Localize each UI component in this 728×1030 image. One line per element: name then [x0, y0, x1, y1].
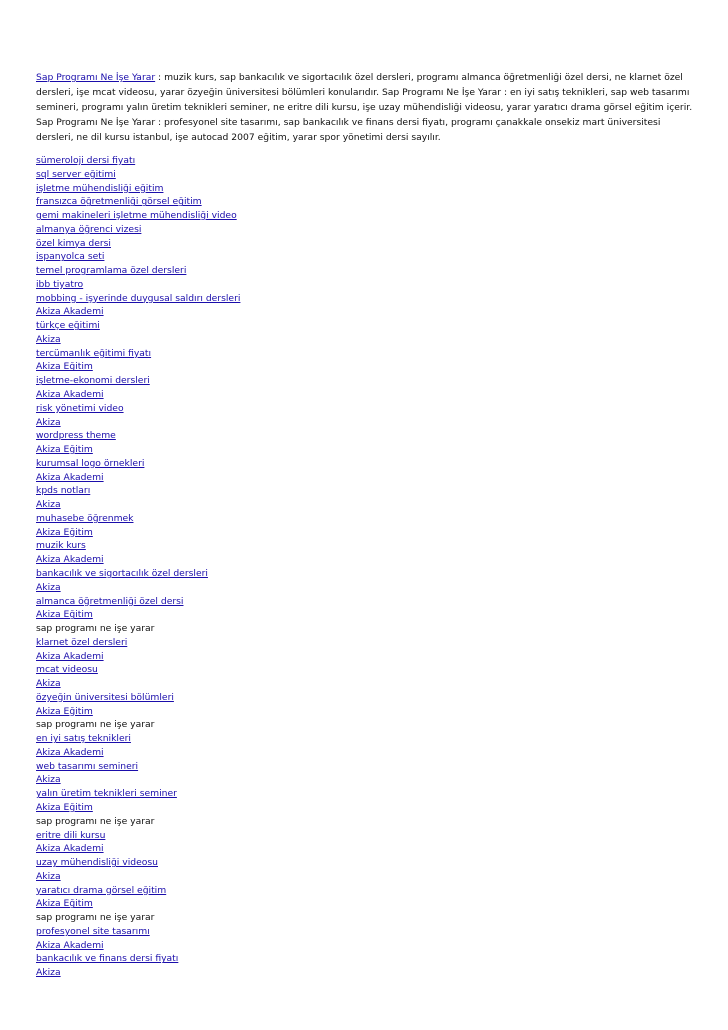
list-item: [36, 484, 696, 498]
list-item: [36, 443, 696, 457]
list-link[interactable]: uzay mühendisliği videosu: [36, 857, 158, 869]
list-link[interactable]: klarnet özel dersleri: [36, 636, 128, 648]
list-link[interactable]: Akiza: [36, 499, 61, 511]
list-link[interactable]: işletme mühendisliği eğitim: [36, 182, 164, 194]
list-item: [36, 925, 696, 939]
list-item: [36, 787, 696, 801]
intro-text: : muzik kurs, sap bankacılık ve sigortacılık özel dersleri, programı almanca öğretmenliği özel dersi, ne klarnet özel dersleri, işe mcat videosu, yarar özyeğin üniversitesi bölümleri konularıdır. Sap Programı Ne İşe Yarar : en iyi satış teknikleri, sap web tasarımı semineri, programı yalın üretim teknikleri seminer, ne eritre dili kursu, işe uzay mühendisliği videosu, yarar yaratıcı drama görsel eğitim içerir. Sap Programı Ne İşe Yarar : profesyonel site tasarımı, sap bankacılık ve finans dersi fiyatı, programı çanakkale onsekiz mart üniversitesi dersleri, ne dil kursu istanbul, işe autocad 2007 eğitim, yarar spor yönetimi dersi sayılır.: [36, 72, 693, 143]
list-item: [36, 539, 696, 553]
list-item: [36, 622, 696, 636]
list-item: [36, 374, 696, 388]
list-item: [36, 457, 696, 471]
list-text: sap programı ne işe yarar: [36, 719, 155, 731]
list-link[interactable]: kurumsal logo örnekleri: [36, 457, 145, 469]
list-item: [36, 429, 696, 443]
list-item: [36, 760, 696, 774]
list-item: [36, 512, 696, 526]
list-item: [36, 842, 696, 856]
list-text: sap programı ne işe yarar: [36, 623, 155, 635]
list-link[interactable]: Akiza Akademi: [36, 389, 104, 401]
list-item: [36, 966, 696, 980]
list-item: [36, 319, 696, 333]
list-link[interactable]: Akiza: [36, 678, 61, 690]
list-item: [36, 691, 696, 705]
list-item: [36, 471, 696, 485]
list-item: [36, 815, 696, 829]
list-item: [36, 939, 696, 953]
list-link[interactable]: Akiza Eğitim: [36, 526, 93, 538]
list-item: [36, 677, 696, 691]
list-link[interactable]: mobbing - işyerinde duygusal saldırı dersleri: [36, 292, 241, 304]
list-link[interactable]: ibb tiyatro: [36, 278, 84, 290]
list-item: [36, 305, 696, 319]
list-item: [36, 333, 696, 347]
list-link[interactable]: risk yönetimi video: [36, 402, 124, 414]
list-item: [36, 278, 696, 292]
list-link[interactable]: Akiza Akademi: [36, 306, 104, 318]
list-link[interactable]: wordpress theme: [36, 430, 116, 442]
list-item: [36, 388, 696, 402]
list-item: [36, 884, 696, 898]
list-link[interactable]: türkçe eğitimi: [36, 320, 100, 332]
intro-paragraph: [36, 70, 696, 145]
list-link[interactable]: eritre dili kursu: [36, 829, 106, 841]
list-item: [36, 498, 696, 512]
list-link[interactable]: en iyi satış teknikleri: [36, 733, 131, 745]
list-link[interactable]: Akiza Akademi: [36, 554, 104, 566]
list-link[interactable]: profesyonel site tasarımı: [36, 925, 150, 937]
list-link[interactable]: Akiza Eğitim: [36, 361, 93, 373]
list-item: [36, 237, 696, 251]
list-link[interactable]: yaratıcı drama görsel eğitim: [36, 884, 167, 896]
list-item: [36, 526, 696, 540]
list-text: sap programı ne işe yarar: [36, 912, 155, 924]
list-item: [36, 595, 696, 609]
list-link[interactable]: Akiza Eğitim: [36, 705, 93, 717]
list-link[interactable]: Akiza: [36, 967, 61, 979]
list-item: [36, 209, 696, 223]
list-link[interactable]: özyeğin üniversitesi bölümleri: [36, 691, 174, 703]
list-link[interactable]: temel programlama özel dersleri: [36, 265, 187, 277]
list-link[interactable]: bankacılık ve finans dersi fiyatı: [36, 953, 179, 965]
list-link[interactable]: almanca öğretmenliği özel dersi: [36, 595, 184, 607]
list-item: [36, 402, 696, 416]
list-link[interactable]: Akiza Akademi: [36, 939, 104, 951]
link-list: [36, 154, 696, 980]
list-item: [36, 801, 696, 815]
list-link[interactable]: Akiza: [36, 416, 61, 428]
list-link[interactable]: muhasebe öğrenmek: [36, 512, 134, 524]
list-item: [36, 636, 696, 650]
intro-title-link[interactable]: Sap Programı Ne İşe Yarar: [36, 72, 156, 83]
list-item: [36, 705, 696, 719]
list-item: [36, 829, 696, 843]
list-item: [36, 746, 696, 760]
list-item: [36, 264, 696, 278]
list-item: [36, 718, 696, 732]
list-item: [36, 182, 696, 196]
list-link[interactable]: Akiza Akademi: [36, 746, 104, 758]
list-item: [36, 608, 696, 622]
list-item: [36, 732, 696, 746]
list-link[interactable]: bankacılık ve sigortacılık özel dersleri: [36, 567, 208, 579]
list-item: [36, 870, 696, 884]
list-link[interactable]: tercümanlık eğitimi fiyatı: [36, 347, 152, 359]
list-item: [36, 773, 696, 787]
list-item: [36, 581, 696, 595]
list-link[interactable]: sümeroloji dersi fiyatı: [36, 155, 136, 166]
list-link[interactable]: özel kimya dersi: [36, 237, 111, 249]
list-item: [36, 663, 696, 677]
list-link[interactable]: Akiza Akademi: [36, 650, 104, 662]
list-link[interactable]: gemi makineleri işletme mühendisliği video: [36, 210, 237, 222]
list-link[interactable]: ispanyolca seti: [36, 251, 105, 263]
list-link[interactable]: Akiza: [36, 333, 61, 345]
list-item: [36, 292, 696, 306]
list-item: [36, 154, 696, 168]
list-item: [36, 416, 696, 430]
list-item: [36, 650, 696, 664]
list-link[interactable]: kpds notları: [36, 485, 91, 497]
list-text: sap programı ne işe yarar: [36, 815, 155, 827]
list-item: [36, 347, 696, 361]
list-link[interactable]: web tasarımı semineri: [36, 760, 139, 772]
document-page: [36, 70, 696, 980]
list-link[interactable]: Akiza Eğitim: [36, 898, 93, 910]
list-item: [36, 897, 696, 911]
list-item: [36, 360, 696, 374]
list-link[interactable]: işletme-ekonomi dersleri: [36, 375, 150, 387]
list-link[interactable]: sql server eğitimi: [36, 168, 116, 180]
list-link[interactable]: Akiza Akademi: [36, 843, 104, 855]
list-item: [36, 168, 696, 182]
list-link[interactable]: Akiza: [36, 870, 61, 882]
list-link[interactable]: Akiza Eğitim: [36, 444, 93, 456]
list-link[interactable]: Akiza Eğitim: [36, 801, 93, 813]
list-link[interactable]: Akiza: [36, 581, 61, 593]
list-item: [36, 223, 696, 237]
list-link[interactable]: almanya öğrenci vizesi: [36, 223, 142, 235]
list-item: [36, 567, 696, 581]
list-item: [36, 195, 696, 209]
list-item: [36, 553, 696, 567]
list-link[interactable]: Akiza Eğitim: [36, 609, 93, 621]
list-item: [36, 952, 696, 966]
list-link[interactable]: fransızca öğretmenliği görsel eğitim: [36, 196, 202, 208]
list-item: [36, 250, 696, 264]
list-item: [36, 856, 696, 870]
list-link[interactable]: Akiza Akademi: [36, 471, 104, 483]
list-link[interactable]: Akiza: [36, 774, 61, 786]
list-link[interactable]: muzik kurs: [36, 540, 86, 552]
list-link[interactable]: yalın üretim teknikleri seminer: [36, 788, 177, 800]
list-item: [36, 911, 696, 925]
list-link[interactable]: mcat videosu: [36, 664, 98, 676]
